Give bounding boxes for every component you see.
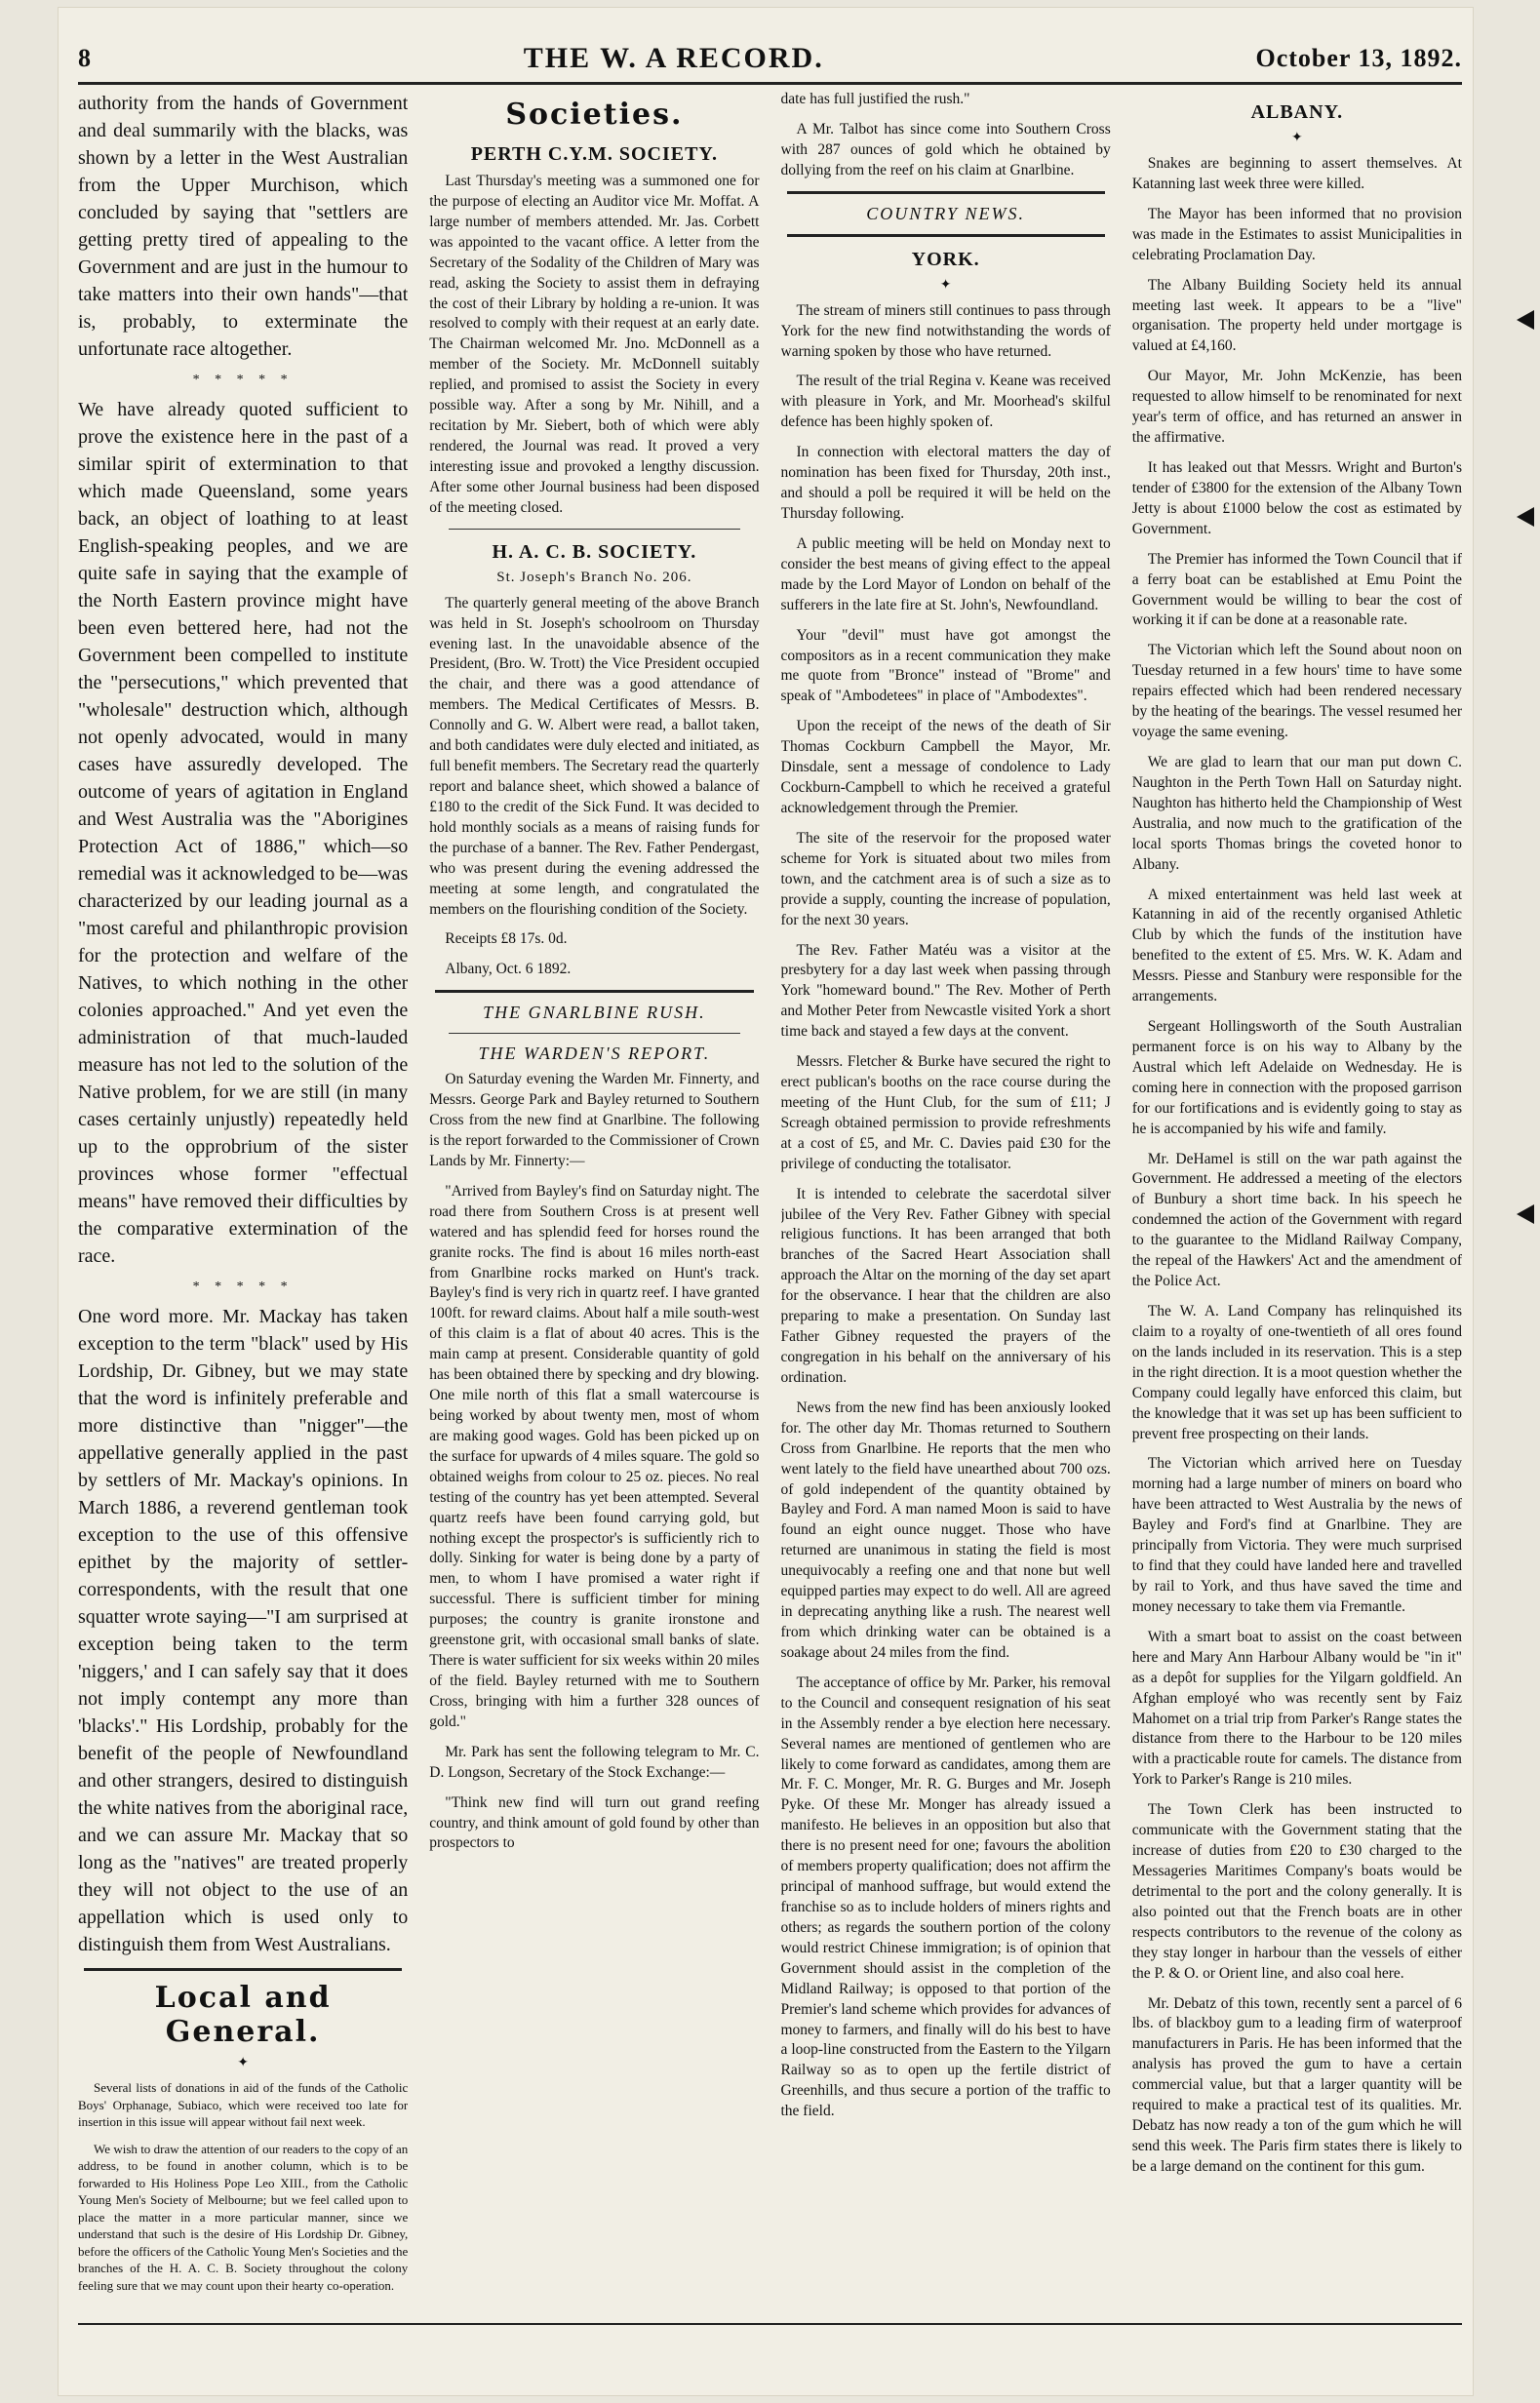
news-paragraph: The Rev. Father Matéu was a visitor at the presbytery for a day last week when passing through York "homeward bound." The Rev. Mother of Perth and Mother Peter from Newcastle visited York a short time back and stayed a few days at the convent. — [780, 941, 1111, 1041]
ornament-divider: ✦ — [237, 2056, 249, 2070]
news-paragraph: The W. A. Land Company has relinquished its claim to a royalty of one-twentieth of all ores found on the lands included in its reservation. This is a step in the right direction. It is a moot question whether the Company could legally have enforced this claim, but the knowledge that it was set up has been sufficient to prevent free prospecting on their lands. — [1131, 1303, 1462, 1442]
news-paragraph: Several lists of donations in aid of the funds of the Catholic Boys' Orphanage, Subiaco, which were received too late for insertion in this issue will appear without fail next week. — [78, 2080, 409, 2130]
local-general-heading: Local and General. — [154, 1981, 332, 2049]
masthead: THE W. A RECORD. — [523, 42, 824, 74]
section-divider — [435, 990, 753, 993]
issue-date: October 13, 1892. — [1255, 44, 1462, 72]
country-news-heading: COUNTRY NEWS. — [866, 203, 1025, 223]
news-paragraph: In connection with electoral matters the day of nomination has been fixed for Thursday, 20th inst., and should a poll be required it will be held on the Thursday following. — [780, 444, 1111, 522]
news-paragraph: "Think new find will turn out grand reefing country, and think amount of gold found by other than prospectors to — [429, 1793, 760, 1852]
news-paragraph: The acceptance of office by Mr. Parker, his removal to the Council and consequent resignation of his seat in the Assembly render a bye election here necessary. Several names are mentioned of gentlemen who are likely to come forward as candidates, among them are Mr. F. C. Monger, Mr. R. G. Burges and Mr. Joseph Pyke. Of these Mr. Monger has already issued a manifesto. He believes in an opposition but also that there is no present need for one; favours the abolition of members property qualification; does not affirm the principal of manhood suffrage, but would extend the franchise so as to include holders of miners rights and others; as regards the southern portion of the colony would restrict Chinese immigration; is of opinion that Government should assist in the completion of the Midland Railway; is opposed to that portion of the Premier's land scheme which provides for advances of money to farmers, and finally will do his best to have a loop-line constructed from the Eastern to the Yilgarn Railway so as to open up the fertile district of Greenhills, and thus secure a portion of the traffic to the field. — [780, 1674, 1111, 2120]
news-paragraph: The quarterly general meeting of the above Branch was held in St. Joseph's schoolroom on Thursday evening last. In the unavoidable absence of the President, (Bro. W. Trott) the Vice President occupied the chair, and there was a good attendance of members. The Medical Certificates of Messrs. B. Connolly and G. W. Albert were read, a ballot taken, and both candidates were duly elected and initiated, as full benefit members. The Secretary read the quarterly report and balance sheet, which showed a balance of £180 to the credit of the Sick Fund. It was decided to hold monthly socials as a means of raising funds for the purchase of a banner. The Rev. Father Pendergast, who was present during the evening addressed the meeting at some length, and congratulated the members on the flourishing condition of the Society. — [429, 594, 760, 918]
news-paragraph: We wish to draw the attention of our readers to the copy of an address, to be found in another column, which is to be forwarded to His Holiness Pope Leo XIII., from the Catholic Young Men's Society of Melbourne; but we feel called upon to place the matter in a more particular manner, since we understand that such is the desire of His Lordship Dr. Gibney, before the officers of the Catholic Young Men's Societies and the branches of the H. A. C. B. Society throughout the colony feeling sure that we may count upon their hearty co-operation. — [78, 2141, 409, 2294]
albany-heading: ALBANY. — [1250, 101, 1344, 123]
news-paragraph: Your "devil" must have got amongst the compositors as in a recent communication they make me quote from "Bronce" instead of "Brome" and speak of "Ambodetees" in place of "Ambodextes". — [780, 626, 1111, 705]
news-paragraph: "Arrived from Bayley's find on Saturday night. The road there from Southern Cross is at present well watered and has splendid feed for horses round the granite rocks. The find is about 16 miles north-east from Gnarlbine rocks marked on Hunt's track. Bayley's find is very rich in quartz reef. I have granted 100ft. for reward claims. About half a mile south-west of this claim is a flat of about 40 acres. This is the main camp at present. Considerable quantity of gold has been obtained there by specking and dry blowing. One mile north of this flat a small watercourse is being worked by about twenty men, most of whom are making good wages. Gold has been picked up on the surface for upwards of 4 miles square. The gold so obtained weighs from colour to 25 oz. pieces. No real testing of the country has yet been attempted. Several quartz reefs have been found carrying gold, but nothing except the prospector's is sufficiently rich to dolly. Sinking for water is being done by a party of men, to whom I have promised a water right if successful. There is sufficient timber for mining purposes; the country is granite ironstone and greenstone grit, with occasional small banks of slate. There is water sufficient for six weeks within 20 miles of the field. Bayley returned with me to Southern Cross, bringing with him a further 328 ounces of gold." — [429, 1182, 760, 1730]
page-header — [78, 39, 1462, 78]
news-paragraph: Mr. Park has sent the following telegram to Mr. C. D. Longson, Secretary of the Stock Exchange:— — [429, 1743, 760, 1781]
receipts-line: Receipts £8 17s. 0d. — [445, 930, 568, 948]
margin-arrow-icon — [1517, 507, 1534, 527]
news-paragraph: The site of the reservoir for the proposed water scheme for York is situated about two miles from town, and the catchment area is of such a size as to provide a supply, counting the increase of population, for the next 30 years. — [780, 829, 1111, 928]
societies-heading: Societies. — [505, 98, 684, 132]
news-paragraph: Last Thursday's meeting was a summoned one for the purpose of electing an Auditor vice Mr. Moffat. A large number of members attended. Mr. Jas. Corbett was appointed to the vacant office. A letter from the Secretary of the Sodality of the Children of Mary was read, asking the Society to assist them in defraying the cost of their Library by holding a re-union. It was resolved to comply with their request at an early date. The Chairman welcomed Mr. Jno. McDonnell as a member of the Society. Mr. McDonnell suitably replied, and promised to assist the Society in every possible way. After a song by Mr. Nihill, and a recitation by Mr. Siebert, both of which were ably rendered, the Journal was read. It proved a very interesting issue and provoked a lengthy discussion. After some other Journal business had been disposed of the meeting closed. — [429, 173, 760, 516]
article-paragraph: One word more. Mr. Mackay has taken exception to the term "black" used by His Lordship, Dr. Gibney, but we may state that the word is infinitely preferable and more distinctive than "nigger"—the appellative generally applied in the past by settlers of Mr. Mackay's opinions. In March 1886, a reverend gentleman took exception to the use of this offensive epithet by the majority of settler-correspondents, with the result that one squatter wrote saying—"I am surprised at exception being taken to the term 'niggers,' and I can safely say that it does not imply contempt any more than 'blacks'." His Lordship, probably for the benefit of the people of Newfoundland and other strangers, desired to distinguish the white natives from the aboriginal race, and we can assure Mr. Mackay that so long as the "natives" are treated properly they will not object to the use of an appellation which is used only to distinguish them from West Australians. — [78, 1306, 409, 1955]
news-paragraph: News from the new find has been anxiously looked for. The other day Mr. Thomas returned to Southern Cross from Gnarlbine. He reports that the men who went lately to the field have unearthed about 700 ozs. of gold independent of the quantity obtained by Bayley and Ford. A man named Moon is said to have found an eight ounce nugget. Those who have returned are unanimous in stating the field is most unequivocably a reefing one and that none but well equipped parties may expect to do well. All are agreed in deprecating anything like a rush. The nearest well from which drinking water can be obtained is a soakage about 24 miles from the find. — [780, 1398, 1111, 1661]
warden-report-heading: THE WARDEN'S REPORT. — [478, 1044, 711, 1064]
gnarlbine-heading: THE GNARLBINE RUSH. — [483, 1003, 706, 1023]
column-2 — [429, 90, 759, 2313]
section-divider — [84, 1968, 402, 1971]
section-divider — [787, 234, 1105, 237]
news-paragraph: The Victorian which arrived here on Tuesday morning had a large number of miners on board who have been attracted to West Australia by the news of Bayley and Ford's find at Gnarlbine. They are principally from Victoria. They were much surprised to find that they could have landed here and travelled by rail to York, and thus have saved the time and money necessary to take them via Fremantle. — [1131, 1455, 1462, 1615]
article-columns — [78, 90, 1462, 2313]
column-1 — [78, 90, 408, 2313]
news-paragraph: Mr. Debatz of this town, recently sent a parcel of 6 lbs. of blackboy gum to a leading firm of waterproof manufacturers in Paris. He has been informed that the analysis has proved the gum to have a certain commercial value, but that a larger quantity will be required to make a practical test of its qualities. Mr. Debatz has now ready a ton of the gum which he will send this week. The Paris firm states there is likely to be a large demand on the continent for this gum. — [1131, 1994, 1462, 2175]
news-paragraph: The stream of miners still continues to pass through York for the new find notwithstanding the words of warning spoken by those who have returned. — [780, 301, 1111, 360]
section-stars: * * * * * — [192, 373, 294, 387]
news-paragraph: The Victorian which left the Sound about noon on Tuesday returned in a few hours' time to have some repairs effected which had been rendered necessary by the heating of the bearings. The vessel resumed her voyage the same evening. — [1131, 642, 1462, 741]
news-paragraph: The Albany Building Society held its annual meeting last week. It appears to be a "live" organisation. The property held under mortgage is valued at £4,160. — [1131, 276, 1462, 355]
section-stars: * * * * * — [192, 1280, 294, 1294]
news-paragraph: With a smart boat to assist on the coast between here and Mary Ann Harbour Albany would be "in it" as a depôt for supplies for the Yilgarn goldfield. An Afghan employé who was recently sent by Faiz Mahomet on a trial trip from Parker's Range states the distance from there to the Harbour to be 120 miles with a practicable route for camels. The distance from York to Parker's Range is 210 miles. — [1131, 1628, 1462, 1789]
header-rule — [78, 82, 1462, 85]
article-paragraph: We have already quoted sufficient to prove the existence here in the past of a similar spirit of extermination to that which made Queensland, some years back, an object of loathing to at least English-speaking peoples, and we are quite safe in saying that the example of the North Eastern province might have been even bettered here, had not the Government been compelled to institute the "persecutions," which prevented that "wholesale" destruction which, although not openly advocated, would in many cases have assuredly developed. The outcome of years of agitation in England and West Australia was the "Aborigines Protection Act of 1886," which—so remedial was it acknowledged to be—was characterized by our leading journal as a "most careful and philanthropic provision for the protection and welfare of the Natives, to which nothing in the other colonies approached." And yet even the administration of that much-lauded measure has not led to the solution of the Native problem, for we are still (in many cases certainly unjustly) repeatedly held up to the opprobrium of the sister provinces whose former "effectual means" have removed their difficulties by the comparative extermination of the race. — [78, 399, 409, 1267]
news-paragraph: Our Mayor, Mr. John McKenzie, has been requested to allow himself to be renominated for next year's term of office, and has returned an answer in the affirmative. — [1131, 368, 1462, 447]
news-paragraph: date has full justified the rush." — [780, 91, 970, 107]
column-4 — [1132, 90, 1462, 2313]
margin-arrow-icon — [1517, 1204, 1534, 1224]
news-paragraph: Sergeant Hollingsworth of the South Australian permanent force is on his way to Albany by the Austral which left Adelaide on Wednesday. He is coming here in connection with the proposed garrison for our fortifications and is evidently going to stay as he is accompanied by his wife and family. — [1131, 1018, 1462, 1137]
news-paragraph: Mr. DeHamel is still on the war path against the Government. He addressed a meeting of the electors of Bunbury a short time back. In his speech he condemned the action of the Government with regard to the guarantee to the Midland Railway Company, the repeal of the Hawkers' Act and the amendment of the Police Act. — [1131, 1150, 1462, 1290]
news-paragraph: It has leaked out that Messrs. Wright and Burton's tender of £3800 for the extension of the Albany Town Jetty is about £1000 below the cost as estimated by Government. — [1131, 458, 1462, 537]
news-paragraph: The result of the trial Regina v. Keane was received with pleasure in York, and Mr. Moorhead's skilful defence has been highly spoken of. — [780, 373, 1111, 431]
news-paragraph: Snakes are beginning to assert themselves. At Katanning last week three were killed. — [1131, 155, 1462, 192]
news-paragraph: It is intended to celebrate the sacerdotal silver jubilee of the Very Rev. Father Gibney with special religious functions. It has been arranged that both branches of the Sacred Heart Association shall approach the Altar on the morning of the day set apart for the observance. I hear that the children are also preparing to make a presentation. On Sunday last Father Gibney requested the prayers of the congregation in his behalf on the anniversary of his ordination. — [780, 1185, 1111, 1386]
page-number: 8 — [78, 44, 92, 72]
ornament-divider: ✦ — [939, 277, 952, 293]
news-paragraph: The Mayor has been informed that no provision was made in the Estimates to assist Municipalities in celebrating Proclamation Day. — [1131, 205, 1462, 263]
margin-arrow-icon — [1517, 310, 1534, 330]
news-paragraph: Messrs. Fletcher & Burke have secured the right to erect publican's booths on the race course during the meeting of the Hunt Club, for the sum of £11; J Screagh obtained permission to provide refreshments at a cost of £5, and Mr. C. Davies paid £30 for the privilege of conducting the totalisator. — [780, 1053, 1111, 1172]
branch-subheading: St. Joseph's Branch No. 206. — [496, 569, 692, 585]
news-paragraph: We are glad to learn that our man put down C. Naughton in the Perth Town Hall on Saturday night. Naughton has hitherto held the Championship of West Australia, and now much to the gratification of the local sports Thomas brings the coveted honor to Albany. — [1131, 753, 1462, 873]
news-paragraph: The Town Clerk has been instructed to communicate with the Government stating that the increase of duties from £20 to £30 charged to the Messageries Maritimes Company's boats would be detrimental to the port and the colony generally. It is also pointed out that the French boats are in other respects contributors to the revenue of the colony as they stay longer in harbour than the vessels of either the P. & O. or Orient line, and also coal here. — [1131, 1801, 1462, 1982]
york-heading: YORK. — [911, 248, 980, 270]
news-paragraph: The Premier has informed the Town Council that if a ferry boat can be established at Emu Point the Government would be willing to bear the cost of working it if can be done at a reasonable rate. — [1131, 550, 1462, 629]
section-divider — [449, 529, 739, 530]
column-3 — [781, 90, 1111, 2313]
section-divider — [449, 1033, 739, 1034]
news-paragraph: A public meeting will be held on Monday next to consider the best means of giving effect to the appeal made by the Lord Mayor of London on behalf of the sufferers in the late fire at St. John's, Newfoundland. — [780, 534, 1111, 613]
news-paragraph: A mixed entertainment was held last week at Katanning in aid of the recently organised Athletic Club by which the funds of the institution have benefited to the extent of £5. Mrs. W. K. Adam and Messrs. Piesse and Stanbury were responsible for the arrangements. — [1131, 886, 1462, 1005]
article-paragraph: authority from the hands of Government and deal summarily with the blacks, was shown by a letter in the West Australian from the Upper Murchison, which concluded by saying that "settlers are getting pretty tired of appealing to the Government and are just in the humour to take matters into their own hands"—that is, probably, to exterminate the unfortunate race altogether. — [78, 93, 409, 360]
dateline: Albany, Oct. 6 1892. — [445, 961, 572, 978]
footer-rule — [78, 2323, 1462, 2325]
perth-cym-heading: PERTH C.Y.M. SOCIETY. — [470, 143, 719, 165]
section-divider — [787, 191, 1105, 194]
ornament-divider: ✦ — [1291, 131, 1303, 145]
news-paragraph: On Saturday evening the Warden Mr. Finnerty, and Messrs. George Park and Bayley returned to Southern Cross from the new find at Gnarlbine. The following is the report forwarded to the Commissioner of Crown Lands by Mr. Finnerty:— — [429, 1071, 760, 1169]
hacb-heading: H. A. C. B. SOCIETY. — [492, 540, 697, 563]
news-paragraph: A Mr. Talbot has since come into Southern Cross with 287 ounces of gold which he obtained by dollying from the reef on his claim at Gnarlbine. — [780, 120, 1111, 178]
news-paragraph: Upon the receipt of the news of the death of Sir Thomas Cockburn Campbell the Mayor, Mr. Dinsdale, sent a message of condolence to Lady Cockburn-Campbell to which he received a grateful acknowledgement through the Premier. — [780, 718, 1111, 816]
